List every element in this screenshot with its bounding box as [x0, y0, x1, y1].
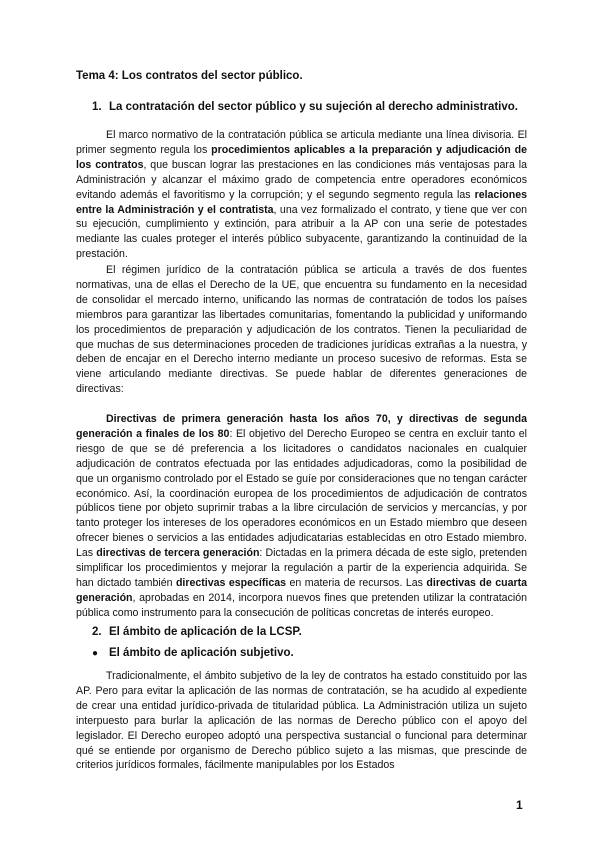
p1-bold-1: procedimientos aplicables a la preparación y adjudicación de los contratos	[76, 143, 527, 171]
section-1-title: La contratación del sector público y su sujeción al derecho administrativo.	[109, 101, 518, 113]
paragraph-directivas	[76, 412, 527, 621]
p3-bold-3: directivas específicas	[175, 576, 287, 589]
p1-bold-2: relaciones entre la Administración y el contratista	[76, 188, 527, 216]
subsection-title: El ámbito de aplicación subjetivo.	[109, 647, 294, 659]
document-title: Tema 4: Los contratos del sector público.	[76, 70, 303, 82]
section-2-title: El ámbito de aplicación de la LCSP.	[109, 626, 302, 638]
p1-text-2: , que buscan lograr las prestaciones en las condiciones más ventajosas para la Administración y alcanzar el máximo grado de competencia entre operadores económicos evitando además el favoritismo y la corrupción; y el segundo segmento regula las	[76, 158, 527, 201]
paragraph-marco-normativo	[76, 128, 527, 262]
p1-text-3: , una vez formalizado el contrato, y tiene que ver con su ejecución, cumplimiento y extinción, para atribuir a la AP con una serie de potestades mediante las cuales proteger el interés público subyacente, garantizando la continuidad de la prestación.	[76, 203, 527, 261]
p3-text-4: , aprobadas en 2014, incorpora nuevos fines que pretenden utilizar la contratación pública como instrumento para la consecución de políticas concretas de interés europeo.	[76, 591, 527, 619]
p3-bold-2: directivas de tercera generación	[96, 547, 260, 560]
page-number: 1	[516, 798, 523, 812]
p3-text-1: : El objetivo del Derecho Europeo se centra en excluir tanto el riesgo de que se dé preferencia a los licitadores o candidatos nacionales en cualquier adjudicación de contratos efectuada por las entidades adjudicadoras, como la posibilidad de que un organismo controlado por el Estado se guíe por consideraciones que no tengan carácter económico. Así, la coordinación europea de los procedimientos de adjudicación de contratos públicos tiene por objeto suprimir trabas a la libre circulación de servicios y mercancías, y por tanto proteger los intereses de los operadores económicos en un Estado miembro que deseen ofrecer bienes o servicios a las entidades adjudicatarias establecidas en otro Estado miembro. Las	[76, 427, 527, 560]
p1-text-1: El marco normativo de la contratación pública se articula mediante una línea divisoria. El primer segmento regula los	[76, 129, 527, 156]
paragraph-ambito-subjetivo: Tradicionalmente, el ámbito subjetivo de la ley de contratos ha estado constituido por las AP. Pero para evitar la aplicación de las normas de contratación, se ha acudido al expediente de crear una entidad jurídico-privada de titularidad pública. La Administración utiliza un sujeto interpuesto para burlar la aplicación de las normas de Derecho público con el apoyo del legislador. El Derecho europeo adoptó una perspectiva sustancial o funcional para determinar qué se entiende por organismo de Derecho público sujeto a las mismas, que prescinde de criterios jurídicos formales, fácilmente manipulables por los Estados	[76, 670, 527, 772]
section-2-number: 2.	[92, 626, 102, 638]
p3-bold-4: directivas de cuarta generación	[76, 576, 527, 604]
bullet-icon: ●	[92, 648, 99, 659]
p3-text-3: en materia de recursos. Las	[286, 576, 427, 589]
section-1-number: 1.	[92, 101, 102, 113]
p3-bold-1: Directivas de primera generación hasta los años 70, y directivas de segunda generación a finales de los 80	[76, 413, 527, 440]
section-1-heading	[92, 101, 518, 113]
subsection-heading	[92, 647, 294, 659]
paragraph-regimen-juridico: El régimen jurídico de la contratación pública se articula a través de dos fuentes normativas, una de ellas el Derecho de la UE, que encuentra su fundamento en la necesidad de consolidar el mercado interno, unificando las normas de contratación de todos los países miembros para garantizar las libertades comunitarias, fomentando la publicidad y uniformando los procedimientos de preparación y adjudicación de los contratos. Tienen la peculiaridad de que muchas de sus determinaciones proceden de tradiciones jurídicas extrañas a la nuestra, y deben de encajar en el Derecho interno mediante un proceso sucesivo de reformas. Esta se viene articulando mediante directivas. Se puede hablar de diferentes generaciones de directivas:	[76, 264, 527, 396]
section-2-heading	[92, 626, 302, 638]
p3-text-2: : Dictadas en la primera década de este siglo, pretenden simplificar los procedimientos y mejorar la regulación a partir de la experiencia adquirida. Se han dictado también	[76, 547, 527, 589]
